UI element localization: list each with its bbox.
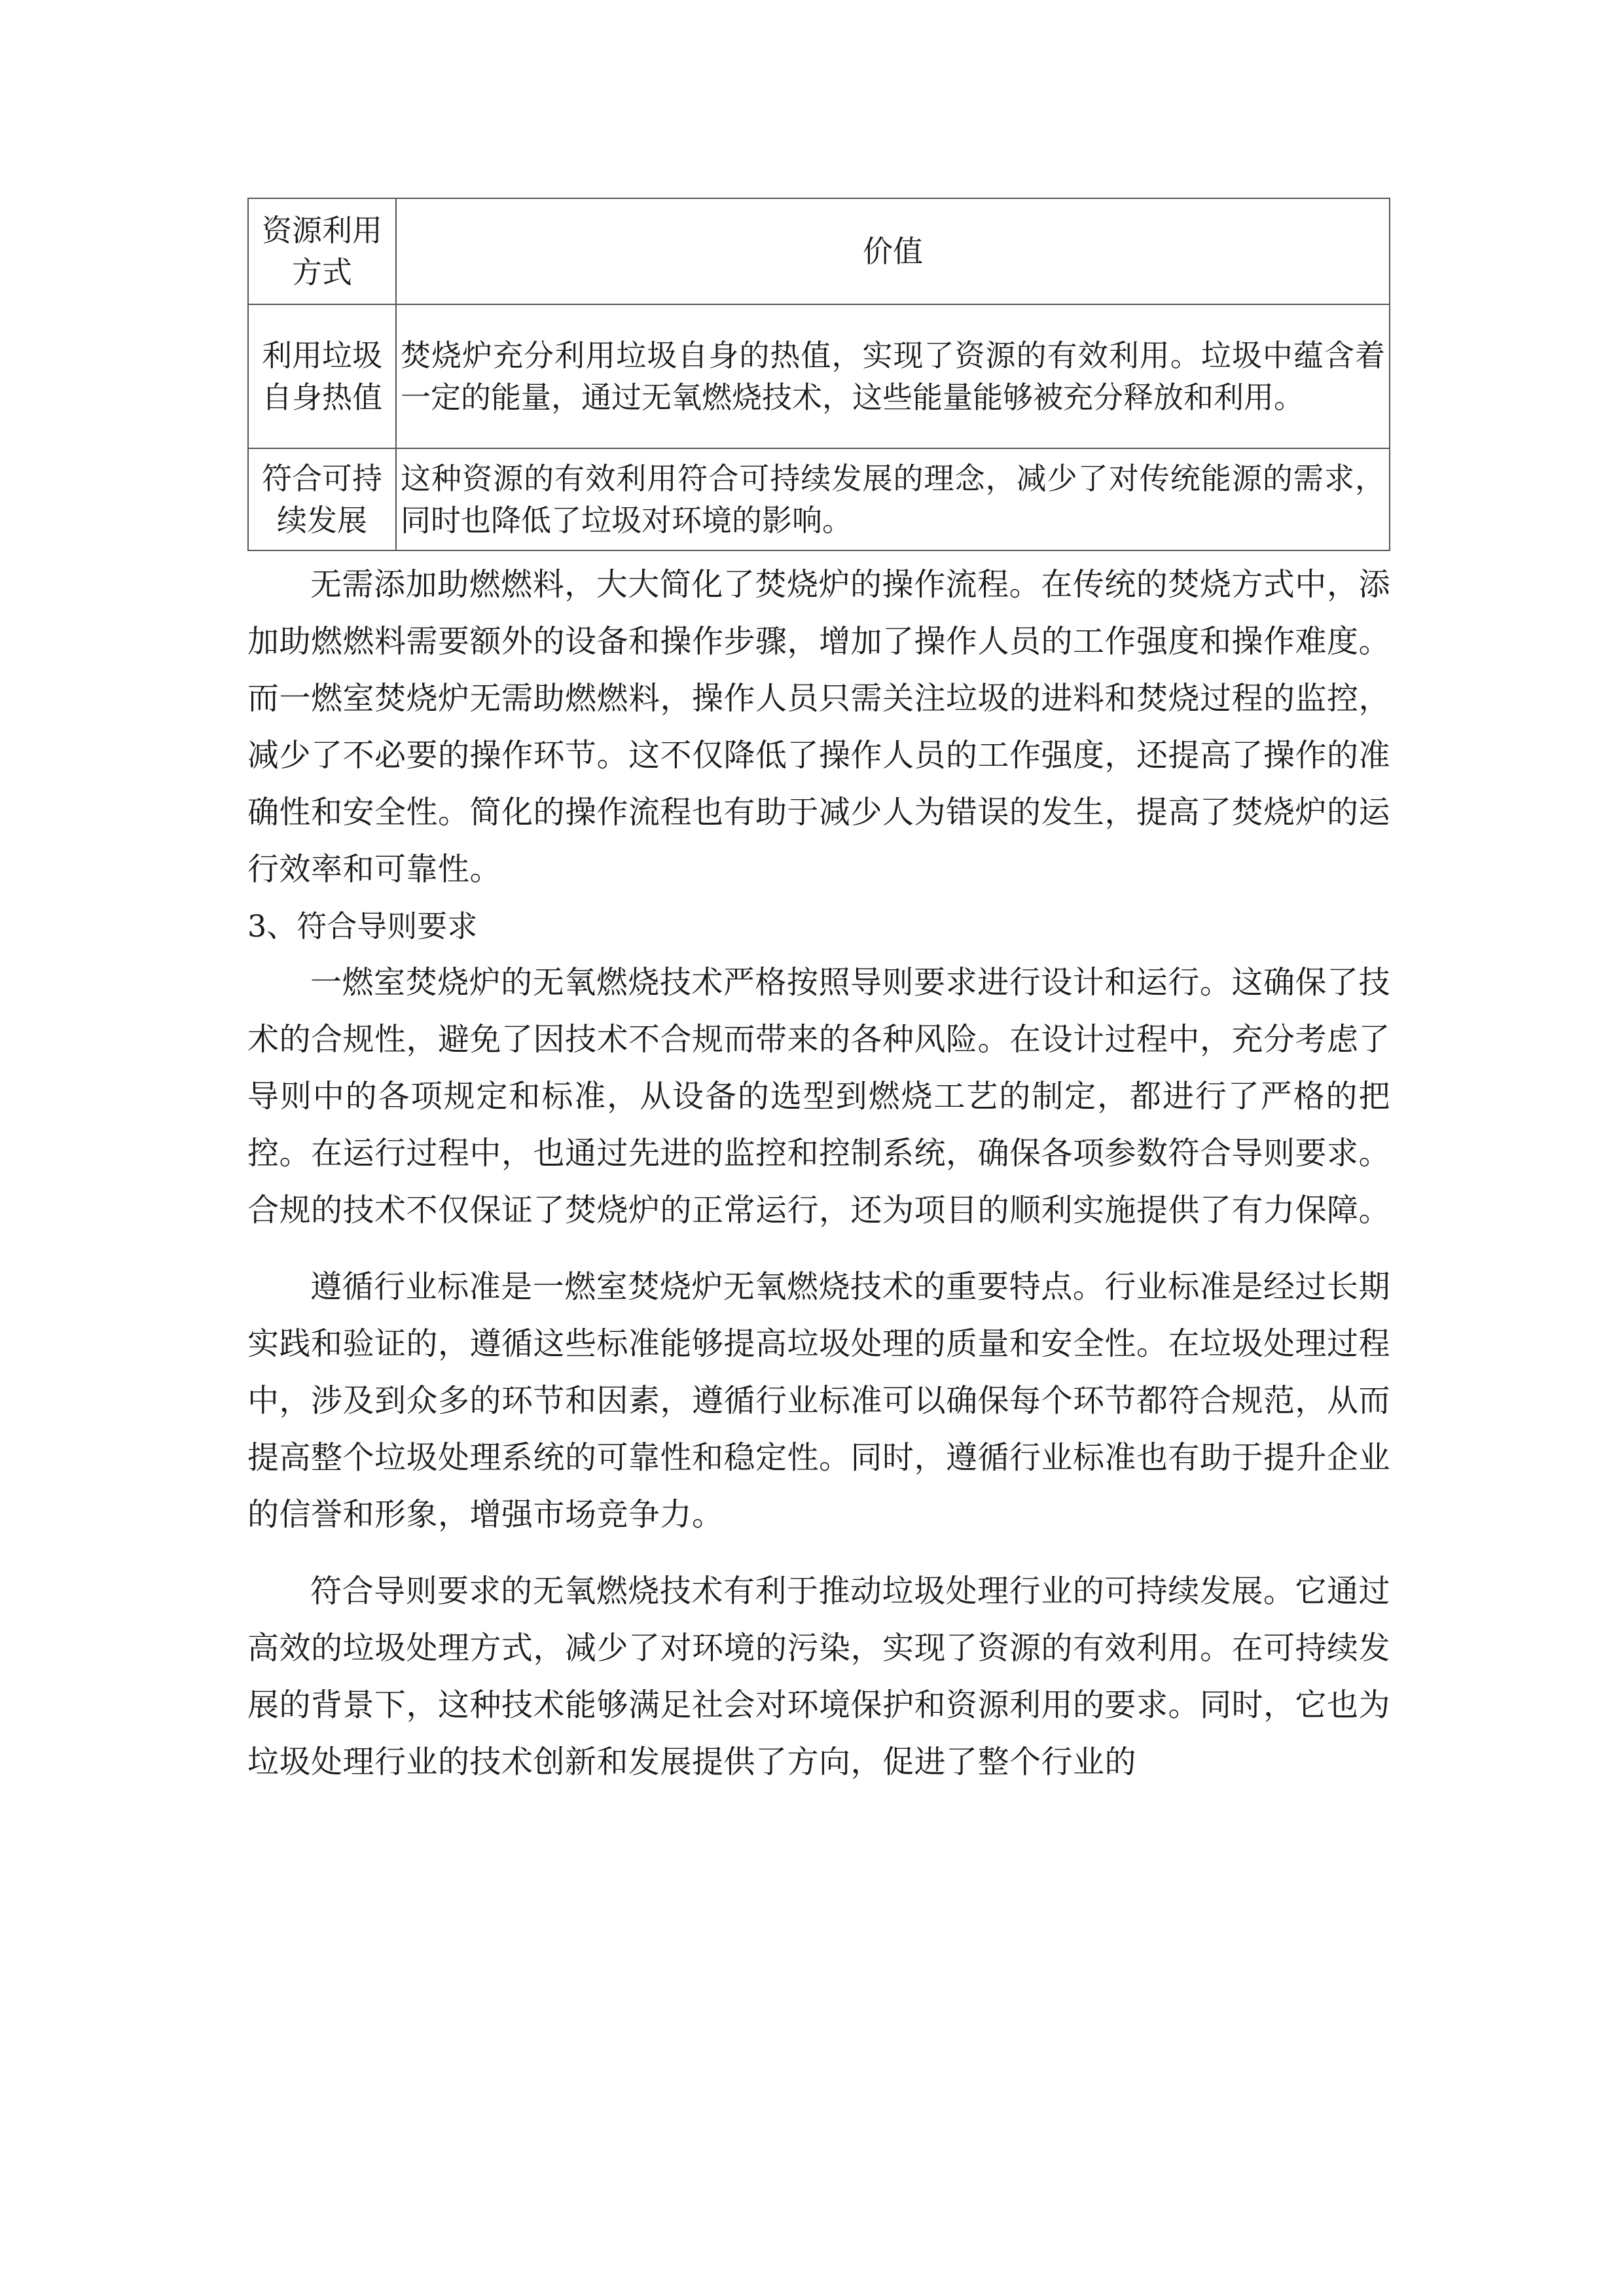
resource-value-table: [247, 198, 1390, 551]
paragraph: 一燃室焚烧炉的无氧燃烧技术严格按照导则要求进行设计和运行。这确保了技术的合规性，避免了因技术不合规而带来的各种风险。在设计过程中，充分考虑了导则中的各项规定和标准，从设备的选型到燃烧工艺的制定，都进行了严格的把控。在运行过程中，也通过先进的监控和控制系统，确保各项参数符合导则要求。合规的技术不仅保证了焚烧炉的正常运行，还为项目的顺利实施提供了有力保障。: [247, 964, 1391, 1229]
table-cell-value: 这种资源的有效利用符合可持续发展的理念，减少了对传统能源的需求，同时也降低了垃圾对环境的影响。: [396, 448, 1390, 550]
table-row: [248, 448, 1390, 550]
header-method-cell: 资源利用方式: [248, 198, 396, 304]
page-content: [247, 198, 1390, 1791]
paragraph: 符合导则要求的无氧燃烧技术有利于推动垃圾处理行业的可持续发展。它通过高效的垃圾处理方式，减少了对环境的污染，实现了资源的有效利用。在可持续发展的背景下，这种技术能够满足社会对环境保护和资源利用的要求。同时，它也为垃圾处理行业的技术创新和发展提供了方向，促进了整个行业的: [247, 1573, 1391, 1780]
table-cell-method: 利用垃圾自身热值: [248, 304, 396, 448]
table-cell-method: 符合可持续发展: [248, 448, 396, 550]
table-header-row: [248, 198, 1390, 304]
paragraph: 无需添加助燃燃料，大大简化了焚烧炉的操作流程。在传统的焚烧方式中，添加助燃燃料需要额外的设备和操作步骤，增加了操作人员的工作强度和操作难度。而一燃室焚烧炉无需助燃燃料，操作人员只需关注垃圾的进料和焚烧过程的监控，减少了不必要的操作环节。这不仅降低了操作人员的工作强度，还提高了操作的准确性和安全性。简化的操作流程也有助于减少人为错误的发生，提高了焚烧炉的运行效率和可靠性。: [247, 566, 1391, 888]
table-row: [248, 304, 1390, 448]
paragraph: 遵循行业标准是一燃室焚烧炉无氧燃烧技术的重要特点。行业标准是经过长期实践和验证的，遵循这些标准能够提高垃圾处理的质量和安全性。在垃圾处理过程中，涉及到众多的环节和因素，遵循行业标准可以确保每个环节都符合规范，从而提高整个垃圾处理系统的可靠性和稳定性。同时，遵循行业标准也有助于提升企业的信誉和形象，增强市场竞争力。: [247, 1268, 1391, 1533]
section-heading: 3、符合导则要求: [247, 908, 478, 944]
header-value-cell: 价值: [396, 198, 1390, 304]
table-cell-value: 焚烧炉充分利用垃圾自身的热值，实现了资源的有效利用。垃圾中蕴含着一定的能量，通过无氧燃烧技术，这些能量能够被充分释放和利用。: [396, 304, 1390, 448]
